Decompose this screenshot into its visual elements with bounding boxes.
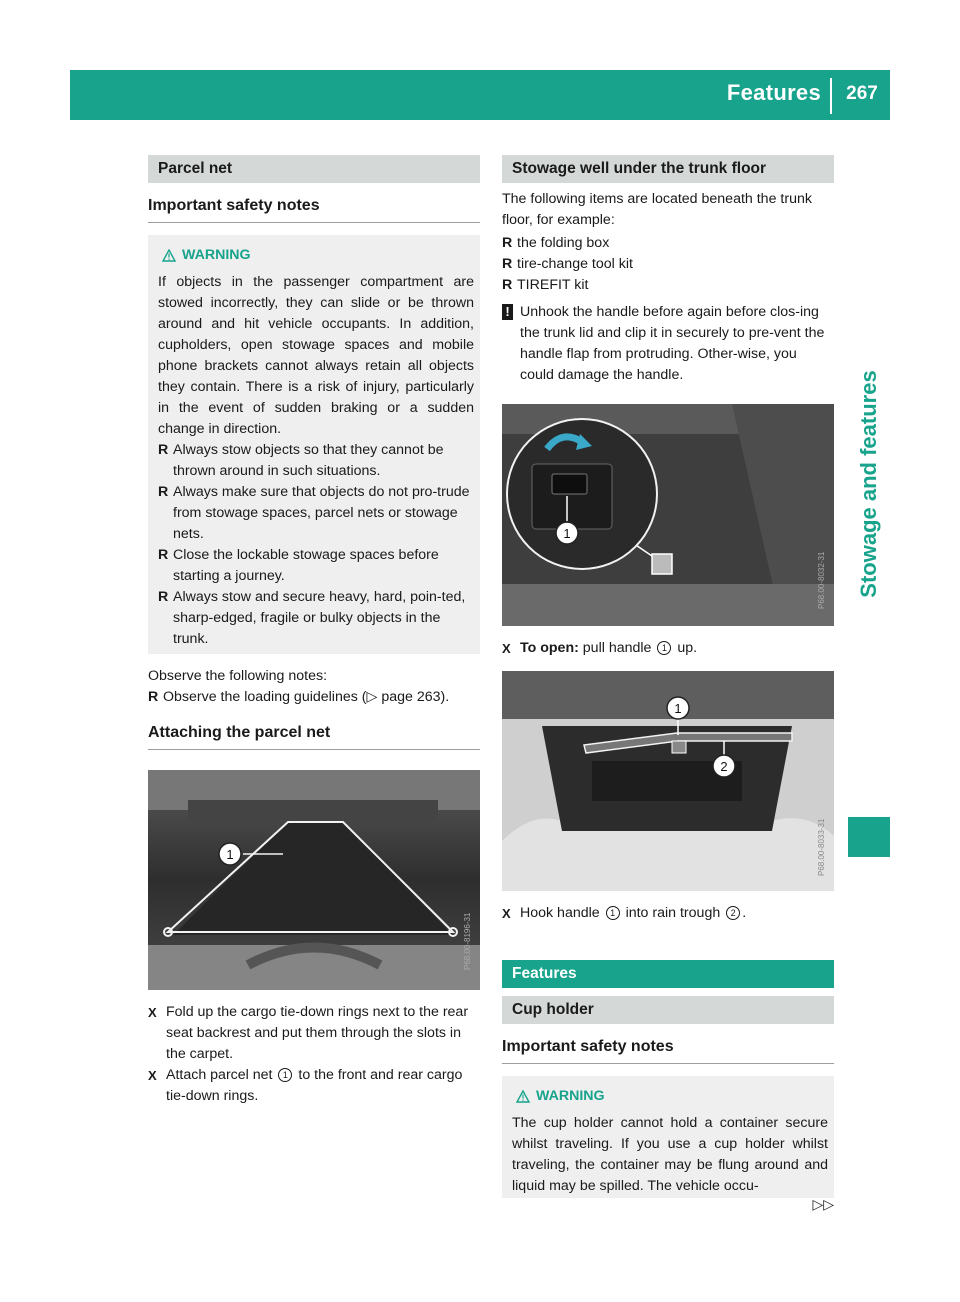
continued-mark: ▷▷ xyxy=(812,1196,834,1212)
callout-1: 1 xyxy=(563,526,571,541)
photo-code: P68.00-8033-31 xyxy=(817,818,826,876)
list-item: R Always stow objects so that they cannot be thrown around in such situations. xyxy=(158,442,444,479)
warning-title: WARNING xyxy=(516,1086,828,1107)
callout-2: 2 xyxy=(726,906,740,920)
warning-box-2 xyxy=(502,1076,834,1198)
page-number: 267 xyxy=(846,83,878,104)
callout-1: 1 xyxy=(657,641,671,655)
list-item: R Close the lockable stowage spaces before starting a journey. xyxy=(158,547,439,584)
photo-code: P68.00-8032-31 xyxy=(817,551,826,609)
attach-heading: Attaching the parcel net xyxy=(148,708,480,750)
list-item: R the folding box xyxy=(502,235,610,251)
callout-1: 1 xyxy=(606,906,620,920)
chapter-tab xyxy=(848,175,890,795)
right-column xyxy=(502,155,834,1198)
cup-holder-heading: Cup holder xyxy=(502,996,834,1024)
chapter-marker xyxy=(848,817,890,857)
observe-text: Observe the following notes: xyxy=(148,668,328,684)
instruction-step: X Attach parcel net 1 to the front and rear cargo tie-down rings. xyxy=(148,1067,463,1104)
stowage-intro: The following items are located beneath the trunk floor, for example: xyxy=(502,191,812,228)
instruction-step: X To open: pull handle 1 up. xyxy=(502,640,698,656)
list-item: R tire-change tool kit xyxy=(502,256,633,272)
warning-title: WARNING xyxy=(162,245,474,266)
parcel-net-heading: Parcel net xyxy=(148,155,480,183)
section-title: Features xyxy=(726,80,821,105)
warning-text: The cup holder cannot hold a container secure whilst traveling. If you use a cup holder whilst traveling, the container may be flung around and liquid may be spilled. The vehicle occu- xyxy=(512,1115,828,1194)
instruction-step: X Fold up the cargo tie-down rings next to the rear seat backrest and put them through the slots in the carpet. xyxy=(148,1004,469,1062)
list-item: R Always stow and secure heavy, hard, poin-ted, sharp-edged, fragile or bulky objects in the trunk. xyxy=(158,589,466,647)
list-item: R TIREFIT kit xyxy=(502,277,589,293)
warning-icon xyxy=(162,249,176,262)
trunk-floor-photo xyxy=(502,404,834,626)
warning-icon xyxy=(516,1090,530,1103)
callout-1: 1 xyxy=(226,847,234,862)
features-heading: Features xyxy=(502,960,834,988)
header-divider xyxy=(830,78,832,114)
safety-notes-heading: Important safety notes xyxy=(148,183,480,223)
list-item: R Always make sure that objects do not pro-trude from stowage spaces, parcel nets or stowage nets. xyxy=(158,484,470,542)
warning-box xyxy=(148,235,480,654)
callout-1: 1 xyxy=(674,701,682,716)
chapter-tab-label: Stowage and features xyxy=(856,370,881,598)
safety-notes-heading-2: Important safety notes xyxy=(502,1024,834,1064)
rain-trough-photo xyxy=(502,671,834,891)
warning-text: If objects in the passenger compartment are stowed incorrectly, they can slide or be thrown around and hit vehicle occupants. In addition, cupholders, open stowage spaces and mobile phone brackets cannot always retain all objects they contain. There is a risk of injury, particularly in the event of sudden braking or a sudden change in direction. xyxy=(158,274,474,437)
instruction-step: X Hook handle 1 into rain trough 2 . xyxy=(502,905,747,921)
list-item: R Observe the loading guidelines (▷ page 263). xyxy=(148,689,450,705)
callout-2: 2 xyxy=(720,759,728,774)
callout-1: 1 xyxy=(278,1068,292,1082)
page-header xyxy=(70,70,890,120)
caution-note: ! Unhook the handle before again before clos-ing the trunk lid and clip it in securely to pre-vent the handle flap from protruding. Other-wise, you could damage the handle. xyxy=(502,302,834,386)
parcel-net-photo xyxy=(148,770,480,990)
left-column xyxy=(148,155,480,1107)
stowage-well-heading: Stowage well under the trunk floor xyxy=(502,155,834,183)
photo-code: P68.00-8196-31 xyxy=(463,912,472,970)
exclamation-icon: ! xyxy=(502,304,513,320)
